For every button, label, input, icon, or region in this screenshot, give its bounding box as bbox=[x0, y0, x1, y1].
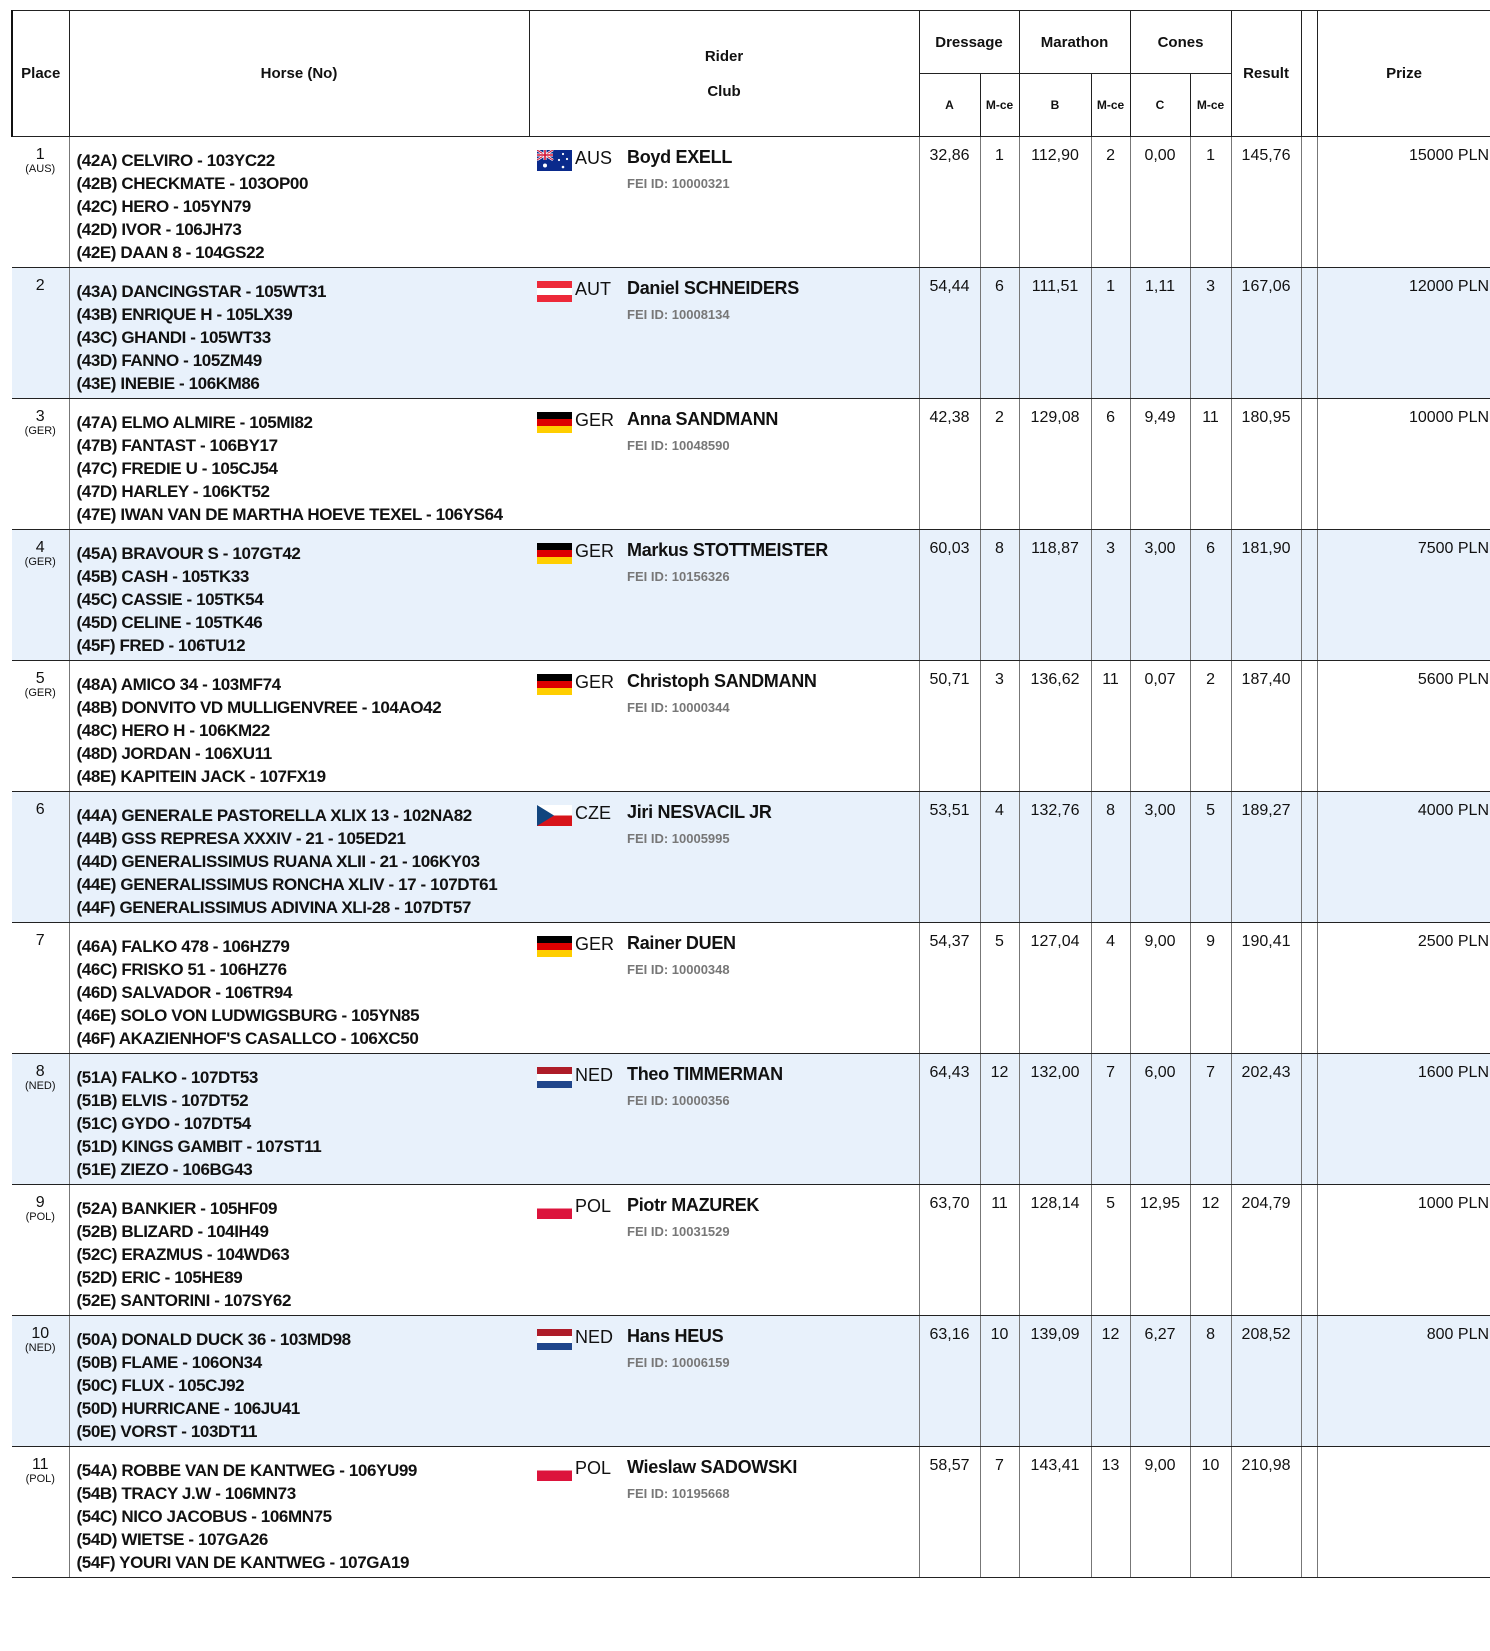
cones-score: 12,95 bbox=[1130, 1185, 1190, 1316]
table-row bbox=[12, 530, 1490, 661]
dressage-rank: 3 bbox=[980, 661, 1019, 792]
header-b: B bbox=[1019, 74, 1091, 137]
place-number: 3 bbox=[35, 408, 45, 425]
rider-name: Daniel SCHNEIDERS bbox=[627, 278, 799, 298]
cones-rank: 12 bbox=[1190, 1185, 1231, 1316]
marathon-score: 132,00 bbox=[1019, 1054, 1091, 1185]
rider-name: Theo TIMMERMAN bbox=[627, 1064, 783, 1084]
cones-rank: 5 bbox=[1190, 792, 1231, 923]
marathon-rank: 4 bbox=[1091, 923, 1130, 1054]
cones-rank: 1 bbox=[1190, 137, 1231, 268]
horses-cell bbox=[69, 530, 529, 661]
header-rider: Rider bbox=[704, 47, 744, 65]
spacer-cell bbox=[1301, 530, 1317, 661]
rider-name: Markus STOTTMEISTER bbox=[627, 540, 829, 560]
header-place: Place bbox=[12, 11, 69, 137]
place-number: 2 bbox=[35, 277, 45, 294]
horse-entry: (42D) IVOR - 106JH73 bbox=[76, 220, 242, 239]
dressage-rank: 8 bbox=[980, 530, 1019, 661]
rider-nation: AUT bbox=[575, 279, 611, 299]
rider-cell bbox=[529, 530, 919, 661]
table-row bbox=[12, 923, 1490, 1054]
dressage-rank: 1 bbox=[980, 137, 1019, 268]
table-row bbox=[12, 1447, 1490, 1578]
horse-entry: (45D) CELINE - 105TK46 bbox=[76, 613, 263, 632]
horse-entry: (44A) GENERALE PASTORELLA XLIX 13 - 102NA82 bbox=[76, 806, 472, 825]
horses-cell bbox=[69, 923, 529, 1054]
horse-entry: (48E) KAPITEIN JACK - 107FX19 bbox=[76, 767, 326, 786]
dressage-rank: 12 bbox=[980, 1054, 1019, 1185]
horse-entry: (45B) CASH - 105TK33 bbox=[76, 567, 249, 586]
dressage-score: 63,70 bbox=[919, 1185, 980, 1316]
table-row bbox=[12, 137, 1490, 268]
result-total: 181,90 bbox=[1231, 530, 1301, 661]
header-cones: Cones bbox=[1130, 11, 1231, 74]
horse-entry: (47A) ELMO ALMIRE - 105MI82 bbox=[76, 413, 313, 432]
cones-score: 0,00 bbox=[1130, 137, 1190, 268]
table-row bbox=[12, 1316, 1490, 1447]
dressage-score: 60,03 bbox=[919, 530, 980, 661]
place-number: 9 bbox=[35, 1194, 45, 1211]
horse-entry: (45F) FRED - 106TU12 bbox=[76, 636, 246, 655]
horse-entry: (52B) BLIZARD - 104IH49 bbox=[76, 1222, 269, 1241]
horse-entry: (43A) DANCINGSTAR - 105WT31 bbox=[76, 282, 327, 301]
prize-amount: 5600 PLN bbox=[1317, 661, 1490, 792]
result-total: 167,06 bbox=[1231, 268, 1301, 399]
horse-entry: (46F) AKAZIENHOF'S CASALLCO - 106XC50 bbox=[76, 1029, 419, 1048]
place-nation: (NED) bbox=[24, 1342, 56, 1354]
horse-entry: (52D) ERIC - 105HE89 bbox=[76, 1268, 243, 1287]
rider-cell bbox=[529, 792, 919, 923]
horse-entry: (48D) JORDAN - 106XU11 bbox=[76, 744, 272, 763]
horse-entry: (51A) FALKO - 107DT53 bbox=[76, 1068, 258, 1087]
cones-rank: 7 bbox=[1190, 1054, 1231, 1185]
dressage-score: 42,38 bbox=[919, 399, 980, 530]
result-total: 180,95 bbox=[1231, 399, 1301, 530]
marathon-rank: 5 bbox=[1091, 1185, 1130, 1316]
rider-cell bbox=[529, 268, 919, 399]
spacer-cell bbox=[1301, 399, 1317, 530]
marathon-rank: 11 bbox=[1091, 661, 1130, 792]
marathon-score: 139,09 bbox=[1019, 1316, 1091, 1447]
prize-amount: 2500 PLN bbox=[1317, 923, 1490, 1054]
horse-entry: (48B) DONVITO VD MULLIGENVREE - 104AO42 bbox=[76, 698, 442, 717]
place-number: 4 bbox=[35, 539, 45, 556]
dressage-score: 54,37 bbox=[919, 923, 980, 1054]
spacer-cell bbox=[1301, 1447, 1317, 1578]
horse-entry: (50E) VORST - 103DT11 bbox=[76, 1422, 258, 1441]
result-total: 187,40 bbox=[1231, 661, 1301, 792]
spacer-cell bbox=[1301, 1054, 1317, 1185]
horse-entry: (52C) ERAZMUS - 104WD63 bbox=[76, 1245, 290, 1264]
marathon-rank: 13 bbox=[1091, 1447, 1130, 1578]
dressage-rank: 6 bbox=[980, 268, 1019, 399]
marathon-rank: 8 bbox=[1091, 792, 1130, 923]
prize-amount: 4000 PLN bbox=[1317, 792, 1490, 923]
rider-fei-id: FEI ID: 10156326 bbox=[627, 569, 730, 584]
dressage-rank: 7 bbox=[980, 1447, 1019, 1578]
rider-fei-id: FEI ID: 10008134 bbox=[627, 307, 730, 322]
rider-nation: POL bbox=[575, 1196, 612, 1216]
dressage-score: 53,51 bbox=[919, 792, 980, 923]
rider-name: Christoph SANDMANN bbox=[627, 671, 817, 691]
marathon-score: 111,51 bbox=[1019, 268, 1091, 399]
marathon-rank: 2 bbox=[1091, 137, 1130, 268]
place-nation: (POL) bbox=[25, 1473, 55, 1485]
cones-score: 9,00 bbox=[1130, 923, 1190, 1054]
place-cell bbox=[12, 137, 69, 268]
prize-amount: 1000 PLN bbox=[1317, 1185, 1490, 1316]
place-nation: (POL) bbox=[25, 1211, 55, 1223]
table-row bbox=[12, 1054, 1490, 1185]
aus-flag-icon bbox=[537, 150, 572, 171]
place-cell bbox=[12, 923, 69, 1054]
table-row bbox=[12, 268, 1490, 399]
rider-fei-id: FEI ID: 10005995 bbox=[627, 831, 730, 846]
place-number: 10 bbox=[31, 1325, 50, 1342]
horse-entry: (46E) SOLO VON LUDWIGSBURG - 105YN85 bbox=[76, 1006, 420, 1025]
header-a: A bbox=[919, 74, 980, 137]
dressage-rank: 10 bbox=[980, 1316, 1019, 1447]
prize-amount: 800 PLN bbox=[1317, 1316, 1490, 1447]
rider-nation: AUS bbox=[575, 148, 613, 168]
ger-flag-icon bbox=[537, 412, 572, 433]
horse-entry: (46D) SALVADOR - 106TR94 bbox=[76, 983, 293, 1002]
horse-entry: (50D) HURRICANE - 106JU41 bbox=[76, 1399, 300, 1418]
horse-entry: (44E) GENERALISSIMUS RONCHA XLIV - 17 - 107DT61 bbox=[76, 875, 498, 894]
marathon-score: 132,76 bbox=[1019, 792, 1091, 923]
horse-entry: (54D) WIETSE - 107GA26 bbox=[76, 1530, 268, 1549]
horse-entry: (51C) GYDO - 107DT54 bbox=[76, 1114, 251, 1133]
horse-entry: (48C) HERO H - 106KM22 bbox=[76, 721, 270, 740]
cones-score: 9,00 bbox=[1130, 1447, 1190, 1578]
spacer-cell bbox=[1301, 137, 1317, 268]
horse-entry: (43E) INEBIE - 106KM86 bbox=[76, 374, 260, 393]
marathon-score: 127,04 bbox=[1019, 923, 1091, 1054]
rider-fei-id: FEI ID: 10000321 bbox=[627, 176, 730, 191]
table-row bbox=[12, 661, 1490, 792]
cones-rank: 3 bbox=[1190, 268, 1231, 399]
ned-flag-icon bbox=[537, 1329, 572, 1350]
marathon-score: 128,14 bbox=[1019, 1185, 1091, 1316]
place-nation: (AUS) bbox=[25, 163, 56, 175]
rider-cell bbox=[529, 1447, 919, 1578]
rider-cell bbox=[529, 923, 919, 1054]
place-number: 8 bbox=[35, 1063, 45, 1080]
header-rider-club bbox=[529, 11, 919, 137]
result-total: 204,79 bbox=[1231, 1185, 1301, 1316]
results-table bbox=[11, 10, 1490, 1578]
place-nation: (GER) bbox=[24, 425, 56, 437]
rider-fei-id: FEI ID: 10000348 bbox=[627, 962, 730, 977]
rider-nation: POL bbox=[575, 1458, 612, 1478]
horses-cell bbox=[69, 1447, 529, 1578]
pol-flag-icon bbox=[537, 1460, 572, 1481]
place-number: 6 bbox=[35, 801, 45, 818]
place-nation: (NED) bbox=[24, 1080, 56, 1092]
place-nation: (GER) bbox=[24, 556, 56, 568]
rider-nation: GER bbox=[575, 672, 615, 692]
place-cell bbox=[12, 268, 69, 399]
ned-flag-icon bbox=[537, 1067, 572, 1088]
dressage-score: 50,71 bbox=[919, 661, 980, 792]
rider-nation: GER bbox=[575, 934, 615, 954]
cze-flag-icon bbox=[537, 805, 572, 826]
prize-amount: 7500 PLN bbox=[1317, 530, 1490, 661]
cones-score: 3,00 bbox=[1130, 530, 1190, 661]
table-row bbox=[12, 1185, 1490, 1316]
horse-entry: (48A) AMICO 34 - 103MF74 bbox=[76, 675, 281, 694]
ger-flag-icon bbox=[537, 936, 572, 957]
place-cell bbox=[12, 661, 69, 792]
header-dressage: Dressage bbox=[919, 11, 1019, 74]
marathon-rank: 12 bbox=[1091, 1316, 1130, 1447]
place-number: 5 bbox=[35, 670, 45, 687]
cones-rank: 10 bbox=[1190, 1447, 1231, 1578]
header-club: Club bbox=[707, 82, 741, 100]
header-prize: Prize bbox=[1317, 11, 1490, 137]
horse-entry: (50B) FLAME - 106ON34 bbox=[76, 1353, 262, 1372]
horse-entry: (47B) FANTAST - 106BY17 bbox=[76, 436, 278, 455]
header-horse: Horse (No) bbox=[69, 11, 529, 137]
place-cell bbox=[12, 1447, 69, 1578]
prize-amount: 15000 PLN bbox=[1317, 137, 1490, 268]
horse-entry: (50C) FLUX - 105CJ92 bbox=[76, 1376, 245, 1395]
horse-entry: (54F) YOURI VAN DE KANTWEG - 107GA19 bbox=[76, 1553, 410, 1572]
place-cell bbox=[12, 1316, 69, 1447]
rider-name: Jiri NESVACIL JR bbox=[627, 802, 772, 822]
dressage-rank: 11 bbox=[980, 1185, 1019, 1316]
table-row bbox=[12, 792, 1490, 923]
marathon-score: 118,87 bbox=[1019, 530, 1091, 661]
horse-entry: (45A) BRAVOUR S - 107GT42 bbox=[76, 544, 301, 563]
table-header bbox=[12, 11, 1490, 137]
dressage-score: 32,86 bbox=[919, 137, 980, 268]
header-spacer bbox=[1301, 11, 1317, 137]
place-cell bbox=[12, 792, 69, 923]
place-number: 11 bbox=[31, 1456, 49, 1473]
horse-entry: (47D) HARLEY - 106KT52 bbox=[76, 482, 270, 501]
marathon-rank: 3 bbox=[1091, 530, 1130, 661]
dressage-score: 58,57 bbox=[919, 1447, 980, 1578]
horse-entry: (46C) FRISKO 51 - 106HZ76 bbox=[76, 960, 287, 979]
horses-cell bbox=[69, 399, 529, 530]
cones-score: 6,00 bbox=[1130, 1054, 1190, 1185]
horse-entry: (54C) NICO JACOBUS - 106MN75 bbox=[76, 1507, 332, 1526]
prize-amount: 10000 PLN bbox=[1317, 399, 1490, 530]
rider-fei-id: FEI ID: 10195668 bbox=[627, 1486, 730, 1501]
dressage-rank: 5 bbox=[980, 923, 1019, 1054]
rider-nation: GER bbox=[575, 410, 615, 430]
rider-fei-id: FEI ID: 10000344 bbox=[627, 700, 730, 715]
horse-entry: (52E) SANTORINI - 107SY62 bbox=[76, 1291, 292, 1310]
horse-entry: (45C) CASSIE - 105TK54 bbox=[76, 590, 264, 609]
horse-entry: (43D) FANNO - 105ZM49 bbox=[76, 351, 262, 370]
marathon-score: 129,08 bbox=[1019, 399, 1091, 530]
horse-entry: (43B) ENRIQUE H - 105LX39 bbox=[76, 305, 293, 324]
header-a-mce: M-ce bbox=[980, 74, 1019, 137]
rider-cell bbox=[529, 661, 919, 792]
spacer-cell bbox=[1301, 268, 1317, 399]
place-nation: (GER) bbox=[24, 687, 56, 699]
rider-cell bbox=[529, 1185, 919, 1316]
place-number: 7 bbox=[35, 932, 45, 949]
rider-nation: NED bbox=[575, 1327, 614, 1347]
rider-name: Anna SANDMANN bbox=[627, 409, 779, 429]
cones-score: 9,49 bbox=[1130, 399, 1190, 530]
ger-flag-icon bbox=[537, 543, 572, 564]
horse-entry: (54A) ROBBE VAN DE KANTWEG - 106YU99 bbox=[76, 1461, 417, 1480]
aut-flag-icon bbox=[537, 281, 572, 302]
header-c: C bbox=[1130, 74, 1190, 137]
marathon-score: 143,41 bbox=[1019, 1447, 1091, 1578]
result-total: 208,52 bbox=[1231, 1316, 1301, 1447]
horse-entry: (44D) GENERALISSIMUS RUANA XLII - 21 - 106KY03 bbox=[76, 852, 480, 871]
result-total: 202,43 bbox=[1231, 1054, 1301, 1185]
horse-entry: (42A) CELVIRO - 103YC22 bbox=[76, 151, 275, 170]
ger-flag-icon bbox=[537, 674, 572, 695]
spacer-cell bbox=[1301, 792, 1317, 923]
result-total: 145,76 bbox=[1231, 137, 1301, 268]
table-row bbox=[12, 399, 1490, 530]
table-body bbox=[12, 137, 1490, 1578]
marathon-score: 136,62 bbox=[1019, 661, 1091, 792]
header-result: Result bbox=[1231, 11, 1301, 137]
result-total: 189,27 bbox=[1231, 792, 1301, 923]
horse-entry: (42E) DAAN 8 - 104GS22 bbox=[76, 243, 265, 262]
place-cell bbox=[12, 1185, 69, 1316]
prize-amount: 1600 PLN bbox=[1317, 1054, 1490, 1185]
rider-fei-id: FEI ID: 10006159 bbox=[627, 1355, 730, 1370]
spacer-cell bbox=[1301, 661, 1317, 792]
rider-name: Piotr MAZUREK bbox=[627, 1195, 760, 1215]
horse-entry: (46A) FALKO 478 - 106HZ79 bbox=[76, 937, 290, 956]
horse-entry: (44B) GSS REPRESA XXXIV - 21 - 105ED21 bbox=[76, 829, 406, 848]
dressage-score: 64,43 bbox=[919, 1054, 980, 1185]
rider-fei-id: FEI ID: 10000356 bbox=[627, 1093, 730, 1108]
rider-fei-id: FEI ID: 10048590 bbox=[627, 438, 730, 453]
horse-entry: (52A) BANKIER - 105HF09 bbox=[76, 1199, 278, 1218]
cones-rank: 2 bbox=[1190, 661, 1231, 792]
dressage-rank: 2 bbox=[980, 399, 1019, 530]
horse-entry: (42B) CHECKMATE - 103OP00 bbox=[76, 174, 309, 193]
spacer-cell bbox=[1301, 1185, 1317, 1316]
horse-entry: (47C) FREDIE U - 105CJ54 bbox=[76, 459, 278, 478]
horses-cell bbox=[69, 1054, 529, 1185]
horses-cell bbox=[69, 137, 529, 268]
cones-score: 3,00 bbox=[1130, 792, 1190, 923]
cones-rank: 6 bbox=[1190, 530, 1231, 661]
horse-entry: (54B) TRACY J.W - 106MN73 bbox=[76, 1484, 296, 1503]
header-c-mce: M-ce bbox=[1190, 74, 1231, 137]
horses-cell bbox=[69, 268, 529, 399]
horse-entry: (50A) DONALD DUCK 36 - 103MD98 bbox=[76, 1330, 351, 1349]
cones-rank: 8 bbox=[1190, 1316, 1231, 1447]
rider-name: Rainer DUEN bbox=[627, 933, 736, 953]
cones-rank: 9 bbox=[1190, 923, 1231, 1054]
rider-name: Wieslaw SADOWSKI bbox=[627, 1457, 798, 1477]
place-cell bbox=[12, 399, 69, 530]
marathon-rank: 6 bbox=[1091, 399, 1130, 530]
dressage-score: 63,16 bbox=[919, 1316, 980, 1447]
rider-cell bbox=[529, 1054, 919, 1185]
rider-fei-id: FEI ID: 10031529 bbox=[627, 1224, 730, 1239]
prize-amount bbox=[1317, 1447, 1490, 1578]
cones-rank: 11 bbox=[1190, 399, 1231, 530]
rider-cell bbox=[529, 1316, 919, 1447]
horse-entry: (43C) GHANDI - 105WT33 bbox=[76, 328, 271, 347]
rider-nation: GER bbox=[575, 541, 615, 561]
horse-entry: (51B) ELVIS - 107DT52 bbox=[76, 1091, 249, 1110]
horses-cell bbox=[69, 1185, 529, 1316]
place-cell bbox=[12, 530, 69, 661]
header-b-mce: M-ce bbox=[1091, 74, 1130, 137]
place-number: 1 bbox=[35, 146, 45, 163]
spacer-cell bbox=[1301, 1316, 1317, 1447]
result-total: 210,98 bbox=[1231, 1447, 1301, 1578]
horses-cell bbox=[69, 1316, 529, 1447]
result-total: 190,41 bbox=[1231, 923, 1301, 1054]
horse-entry: (44F) GENERALISSIMUS ADIVINA XLI-28 - 107DT57 bbox=[76, 898, 471, 917]
horse-entry: (51D) KINGS GAMBIT - 107ST11 bbox=[76, 1137, 322, 1156]
horses-cell bbox=[69, 792, 529, 923]
prize-amount: 12000 PLN bbox=[1317, 268, 1490, 399]
spacer-cell bbox=[1301, 923, 1317, 1054]
dressage-score: 54,44 bbox=[919, 268, 980, 399]
rider-nation: NED bbox=[575, 1065, 614, 1085]
rider-cell bbox=[529, 399, 919, 530]
pol-flag-icon bbox=[537, 1198, 572, 1219]
cones-score: 6,27 bbox=[1130, 1316, 1190, 1447]
marathon-rank: 7 bbox=[1091, 1054, 1130, 1185]
rider-cell bbox=[529, 137, 919, 268]
rider-name: Hans HEUS bbox=[627, 1326, 724, 1346]
horse-entry: (51E) ZIEZO - 106BG43 bbox=[76, 1160, 253, 1179]
marathon-score: 112,90 bbox=[1019, 137, 1091, 268]
horses-cell bbox=[69, 661, 529, 792]
horse-entry: (47E) IWAN VAN DE MARTHA HOEVE TEXEL - 106YS64 bbox=[76, 505, 503, 524]
dressage-rank: 4 bbox=[980, 792, 1019, 923]
cones-score: 1,11 bbox=[1130, 268, 1190, 399]
header-marathon: Marathon bbox=[1019, 11, 1130, 74]
place-cell bbox=[12, 1054, 69, 1185]
rider-name: Boyd EXELL bbox=[627, 147, 733, 167]
cones-score: 0,07 bbox=[1130, 661, 1190, 792]
marathon-rank: 1 bbox=[1091, 268, 1130, 399]
horse-entry: (42C) HERO - 105YN79 bbox=[76, 197, 251, 216]
rider-nation: CZE bbox=[575, 803, 611, 823]
